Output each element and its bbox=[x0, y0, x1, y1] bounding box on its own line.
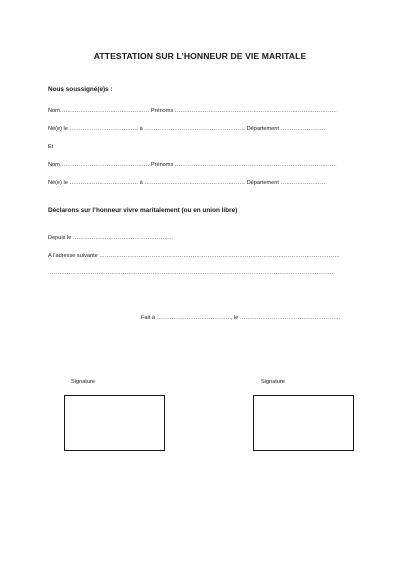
signature-left-box[interactable] bbox=[64, 395, 165, 451]
signature-left-label: Signature bbox=[71, 379, 95, 385]
person1-name-line[interactable]: Nom………………………………………… Prénoms …………………………………………………………………………… bbox=[48, 108, 338, 114]
place-date-line[interactable]: Fait à …………………………………., le ……………………………………………… bbox=[141, 315, 341, 321]
person2-name-line[interactable]: Nom………………………………………… Prénoms …………………………………………………………………………… bbox=[48, 162, 338, 168]
address-line[interactable]: A l’adresse suivante ………………………………………………………………………………………………………………… bbox=[48, 253, 340, 259]
signature-right-label: Signature bbox=[261, 379, 285, 385]
document-title: ATTESTATION SUR L’HONNEUR DE VIE MARITALE bbox=[93, 51, 307, 61]
intro-label: Nous soussigné(e)s : bbox=[48, 86, 113, 93]
person2-birth-line[interactable]: Né(e) le …………………………….… à ……………………………………………… Département …………………… bbox=[48, 180, 326, 186]
since-date-line[interactable]: Depuis le ……………………………………………… bbox=[48, 235, 174, 241]
person1-birth-line[interactable]: Né(e) le …………………………….… à ……………………………………………… Département …………………… bbox=[48, 126, 326, 132]
and-label: Et bbox=[48, 144, 54, 150]
declaration-heading: Déclarons sur l’honneur vivre maritalement (ou en union libre) bbox=[48, 207, 238, 214]
address-continuation-line[interactable]: ……………………………………………………………………………………………………………………………………… bbox=[48, 270, 334, 276]
signature-right-box[interactable] bbox=[253, 395, 354, 451]
